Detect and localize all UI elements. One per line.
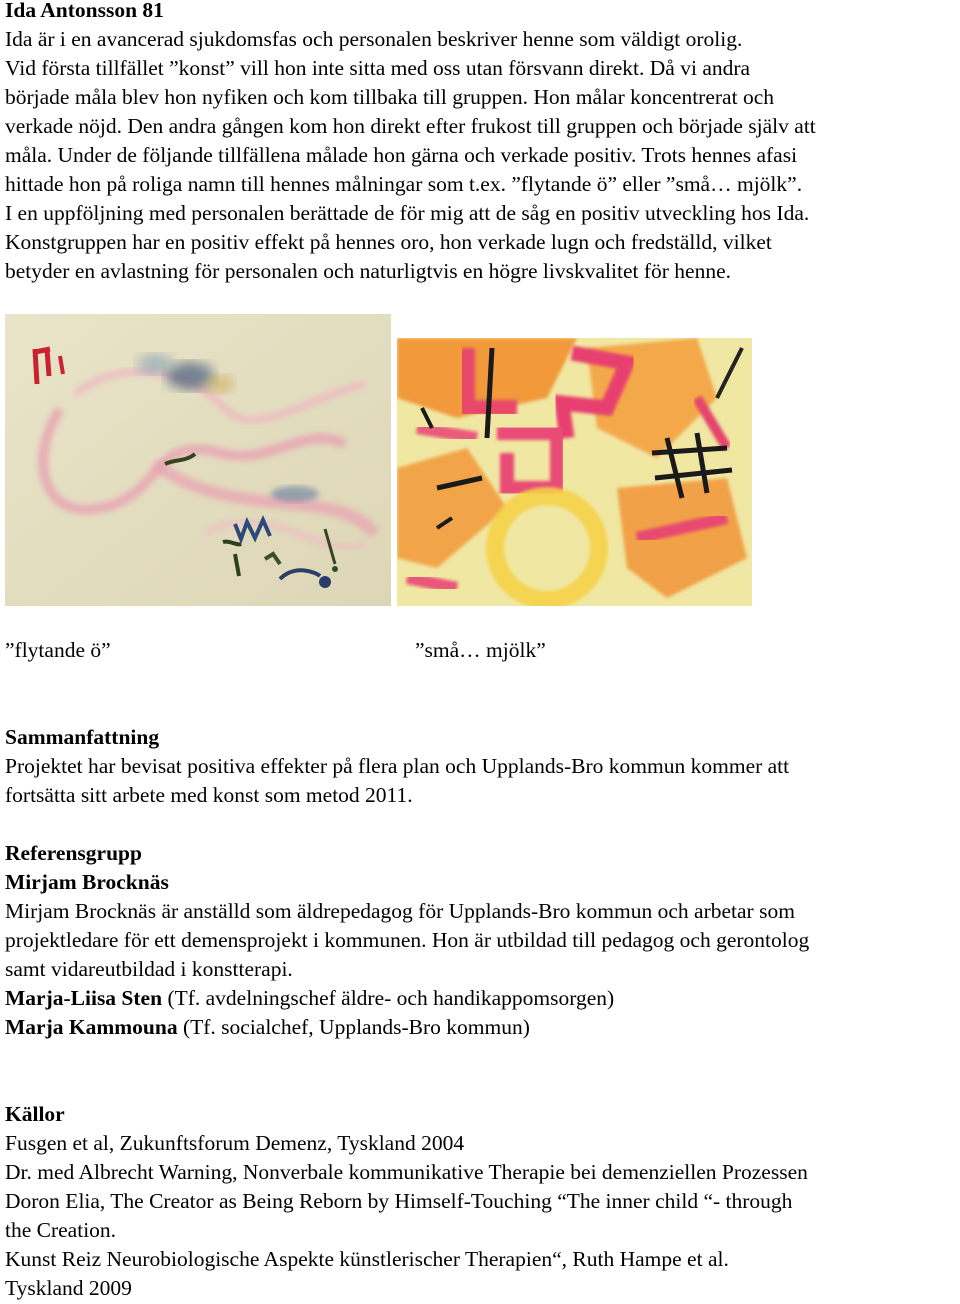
caption-right: ”små… mjölk”	[415, 638, 546, 662]
paragraph-line: verkade nöjd. Den andra gången kom hon direkt efter frukost till gruppen och började själv att	[5, 114, 816, 138]
reference-line: projektledare för ett demensprojekt i kommunen. Hon är utbildad till pedagog och gerontolog	[5, 928, 810, 952]
reference-person-row	[5, 1013, 955, 1042]
lower-content	[5, 723, 955, 1303]
source-line: Tyskland 2009	[5, 1276, 132, 1300]
reference-person-name: Mirjam Brocknäs	[5, 870, 169, 894]
paragraph-line: Vid första tillfället ”konst” vill hon inte sitta med oss utan försvann direkt. Då vi andra	[5, 56, 751, 80]
reference-title: Referensgrupp	[5, 841, 142, 865]
summary-line: Projektet har bevisat positiva effekter på flera plan och Upplands-Bro kommun kommer att	[5, 754, 790, 778]
reference-line: Mirjam Brocknäs är anställd som äldrepedagog för Upplands-Bro kommun och arbetar som	[5, 899, 795, 923]
section-ida	[5, 0, 955, 286]
paintings-row	[5, 314, 765, 609]
paragraph-line: betyder en avlastning för personalen och naturligtvis en högre livskvalitet för henne.	[5, 259, 732, 283]
reference-person-role: (Tf. avdelningschef äldre- och handikappomsorgen)	[162, 986, 615, 1010]
sources-title: Källor	[5, 1102, 65, 1126]
paragraph-line: måla. Under de följande tillfällena målade hon gärna och verkade positiv. Trots hennes afasi	[5, 143, 798, 167]
reference-person-row	[5, 984, 955, 1013]
source-line: Doron Elia, The Creator as Being Reborn by Himself-Touching “The inner child “- through	[5, 1189, 793, 1213]
summary-title: Sammanfattning	[5, 725, 160, 749]
reference-person-name: Marja Kammouna	[5, 1015, 178, 1039]
painting-sma-mjolk-image	[397, 338, 752, 606]
paragraph-line: I en uppföljning med personalen berättade de för mig att de såg en positiv utveckling hos Ida.	[5, 201, 810, 225]
painting-flytande-o	[5, 314, 391, 606]
source-line: the Creation.	[5, 1218, 117, 1242]
painting-flytande-o-image	[5, 314, 391, 606]
painting-sma-mjolk	[397, 338, 752, 606]
source-line: Dr. med Albrecht Warning, Nonverbale kommunikative Therapie bei demenziellen Prozessen	[5, 1160, 808, 1184]
caption-left: ”flytande ö”	[5, 638, 111, 662]
reference-line: samt vidareutbildad i konstterapi.	[5, 957, 293, 981]
section-title: Ida Antonsson 81	[5, 0, 164, 22]
source-line: Kunst Reiz Neurobiologische Aspekte künstlerischer Therapien“, Ruth Hampe et al.	[5, 1247, 729, 1271]
summary-line: fortsätta sitt arbete med konst som metod 2011.	[5, 783, 413, 807]
paragraph-line: började måla blev hon nyfiken och kom tillbaka till gruppen. Hon målar koncentrerat och	[5, 85, 774, 109]
reference-person-name: Marja-Liisa Sten	[5, 986, 163, 1010]
source-line: Fusgen et al, Zukunftsforum Demenz, Tyskland 2004	[5, 1131, 465, 1155]
paragraph-line: Konstgruppen har en positiv effekt på hennes oro, hon verkade lugn och fredställd, vilket	[5, 230, 772, 254]
paragraph-line: Ida är i en avancerad sjukdomsfas och personalen beskriver henne som väldigt orolig.	[5, 27, 743, 51]
reference-person-role: (Tf. socialchef, Upplands-Bro kommun)	[177, 1015, 530, 1039]
paragraph-line: hittade hon på roliga namn till hennes målningar som t.ex. ”flytande ö” eller ”små… mjölk”.	[5, 172, 803, 196]
painting-captions	[5, 636, 765, 665]
